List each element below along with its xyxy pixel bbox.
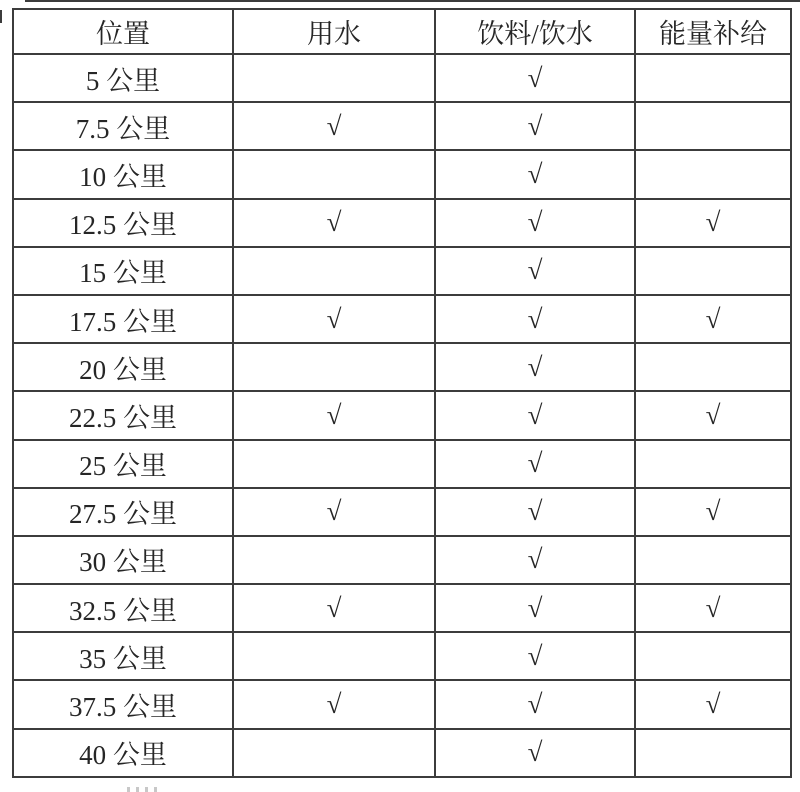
empty-cell: [635, 102, 791, 150]
empty-cell: [635, 536, 791, 584]
check-cell: √: [635, 584, 791, 632]
location-cell: 20 公里: [13, 343, 233, 391]
empty-cell: [635, 440, 791, 488]
empty-cell: [635, 632, 791, 680]
empty-cell: [233, 440, 435, 488]
check-cell: √: [435, 343, 635, 391]
check-cell: √: [435, 295, 635, 343]
column-header-drinks: 饮料/饮水: [435, 9, 635, 54]
empty-cell: [233, 729, 435, 777]
check-cell: √: [435, 536, 635, 584]
check-cell: √: [435, 729, 635, 777]
location-cell: 15 公里: [13, 247, 233, 295]
table-row: [13, 199, 791, 247]
column-header-water: 用水: [233, 9, 435, 54]
location-cell: 35 公里: [13, 632, 233, 680]
empty-cell: [233, 632, 435, 680]
check-cell: √: [635, 488, 791, 536]
aid-station-table-container: [12, 8, 790, 778]
check-cell: √: [435, 199, 635, 247]
location-cell: 25 公里: [13, 440, 233, 488]
check-cell: √: [233, 584, 435, 632]
empty-cell: [233, 536, 435, 584]
location-cell: 12.5 公里: [13, 199, 233, 247]
location-cell: 17.5 公里: [13, 295, 233, 343]
check-cell: √: [635, 391, 791, 439]
table-row: [13, 729, 791, 777]
location-cell: 32.5 公里: [13, 584, 233, 632]
empty-cell: [635, 150, 791, 198]
table-row: [13, 680, 791, 728]
check-cell: √: [435, 632, 635, 680]
location-cell: 37.5 公里: [13, 680, 233, 728]
empty-cell: [233, 150, 435, 198]
location-cell: 7.5 公里: [13, 102, 233, 150]
cutoff-rule-above-table: [25, 0, 800, 2]
empty-cell: [635, 729, 791, 777]
check-cell: √: [233, 680, 435, 728]
check-cell: √: [435, 102, 635, 150]
check-cell: √: [233, 488, 435, 536]
table-row: [13, 247, 791, 295]
check-cell: √: [233, 295, 435, 343]
table-body: [13, 54, 791, 777]
check-cell: √: [635, 680, 791, 728]
check-cell: √: [233, 391, 435, 439]
check-cell: √: [233, 102, 435, 150]
check-cell: √: [435, 584, 635, 632]
table-row: [13, 440, 791, 488]
table-row: [13, 584, 791, 632]
check-cell: √: [435, 150, 635, 198]
check-cell: √: [635, 199, 791, 247]
check-cell: √: [435, 440, 635, 488]
column-header-energy-supply: 能量补给: [635, 9, 791, 54]
check-cell: √: [635, 295, 791, 343]
check-cell: √: [435, 391, 635, 439]
check-cell: √: [233, 199, 435, 247]
check-cell: √: [435, 488, 635, 536]
aid-station-table: [12, 8, 792, 778]
location-cell: 22.5 公里: [13, 391, 233, 439]
check-cell: √: [435, 247, 635, 295]
location-cell: 30 公里: [13, 536, 233, 584]
check-cell: √: [435, 54, 635, 102]
cutoff-content-below-table: [127, 787, 161, 792]
table-row: [13, 295, 791, 343]
table-row: [13, 488, 791, 536]
table-row: [13, 391, 791, 439]
table-row: [13, 536, 791, 584]
scan-edge-artifact: [0, 10, 2, 23]
empty-cell: [635, 343, 791, 391]
table-row: [13, 102, 791, 150]
table-row: [13, 632, 791, 680]
empty-cell: [233, 54, 435, 102]
table-row: [13, 54, 791, 102]
table-row: [13, 343, 791, 391]
location-cell: 40 公里: [13, 729, 233, 777]
table-header-row: [13, 9, 791, 54]
empty-cell: [233, 343, 435, 391]
column-header-location: 位置: [13, 9, 233, 54]
empty-cell: [233, 247, 435, 295]
empty-cell: [635, 247, 791, 295]
location-cell: 5 公里: [13, 54, 233, 102]
empty-cell: [635, 54, 791, 102]
table-row: [13, 150, 791, 198]
location-cell: 10 公里: [13, 150, 233, 198]
location-cell: 27.5 公里: [13, 488, 233, 536]
check-cell: √: [435, 680, 635, 728]
